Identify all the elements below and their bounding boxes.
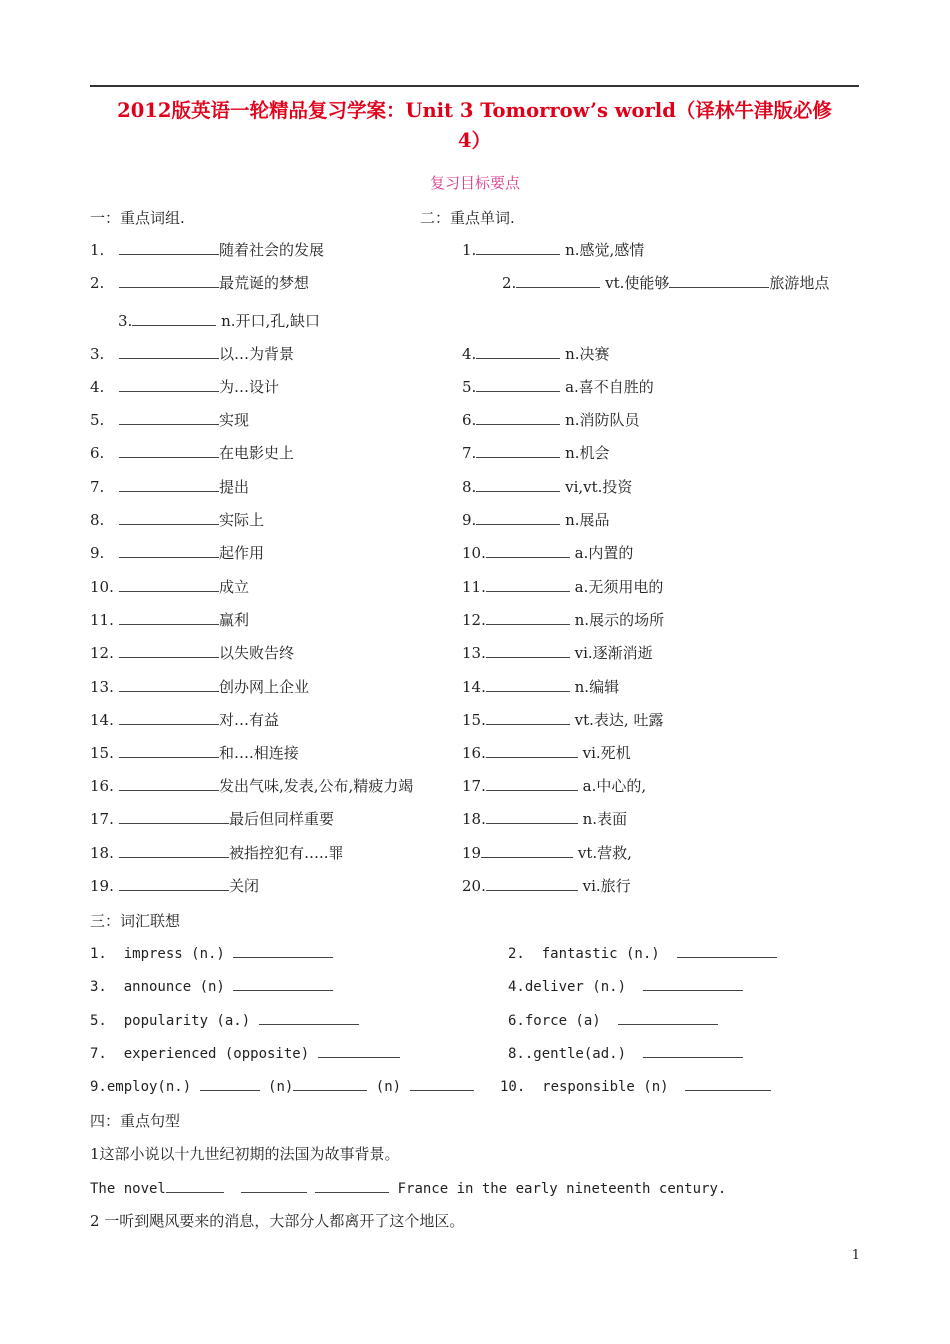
answer-blank[interactable] [486, 710, 570, 725]
phrase-item [90, 876, 259, 895]
section2-heading: 二：重点单词. [420, 209, 515, 227]
item-number: 11. [90, 611, 114, 629]
answer-blank[interactable] [119, 743, 219, 758]
page-subtitle: 复习目标要点 [429, 174, 520, 192]
page-title-line1: 2012版英语一轮精品复习学案：Unit 3 Tomorrow’s world（译林牛津版必修 [117, 99, 832, 122]
item-number: 17. [90, 810, 114, 828]
answer-blank[interactable] [119, 240, 219, 255]
answer-blank[interactable] [486, 776, 578, 791]
phrase-item [90, 677, 309, 696]
item-text: 6.force (a) [508, 1013, 601, 1029]
item-number: 2. [502, 274, 517, 292]
item-number: 7. [90, 478, 105, 496]
phrase-item [90, 610, 249, 629]
item-text: 4.deliver (n.) [508, 979, 627, 995]
item-text: 2. fantastic (n.) [508, 946, 660, 962]
item-number: 5. [90, 411, 105, 429]
item-text: vi.死机 [582, 744, 631, 762]
item-text: n.决赛 [565, 345, 610, 363]
sentence-2-chinese: 2 一听到飓风要来的消息，大部分人都离开了这个地区。 [90, 1212, 465, 1230]
item-text: vi,vt.投资 [565, 478, 633, 496]
answer-blank[interactable] [486, 876, 578, 891]
item-number: 6. [90, 444, 105, 462]
item-number: 16. [90, 777, 114, 795]
answer-blank[interactable] [486, 610, 570, 625]
item-number: 20. [462, 877, 486, 895]
word-item [462, 510, 610, 529]
item-text: n.编辑 [574, 678, 620, 696]
item-number: 17. [462, 777, 486, 795]
answer-blank[interactable] [516, 273, 600, 288]
sentence-1-chinese: 1这部小说以十九世纪初期的法国为故事背景。 [90, 1145, 400, 1163]
item-number: 10. [90, 578, 114, 596]
item-text: 实际上 [219, 511, 265, 529]
association-item [90, 1043, 400, 1063]
phrase-item [90, 344, 294, 363]
answer-blank[interactable] [119, 543, 219, 558]
answer-blank[interactable] [119, 610, 219, 625]
answer-blank[interactable] [643, 1043, 743, 1058]
item-text: a.喜不自胜的 [565, 378, 654, 396]
answer-blank[interactable] [486, 809, 578, 824]
word-item [118, 311, 320, 330]
answer-blank[interactable] [259, 1010, 359, 1025]
item-text: (n) [375, 1079, 402, 1095]
page-rule [90, 85, 859, 87]
item-text: n.展品 [565, 511, 610, 529]
item-text: n.消防队员 [565, 411, 640, 429]
answer-blank[interactable] [476, 344, 560, 359]
item-number: 11. [462, 578, 486, 596]
answer-blank[interactable] [410, 1076, 474, 1091]
item-text: vt.使能够 [605, 274, 670, 292]
item-text: 发出气味,发表,公布,精疲力竭 [219, 777, 414, 795]
item-number: 2. [90, 274, 105, 292]
item-number: 10. [462, 544, 486, 562]
item-number: 4. [90, 378, 105, 396]
item-number: 12. [462, 611, 486, 629]
word-item [462, 610, 664, 629]
item-text: 关闭 [229, 877, 260, 895]
item-text: 成立 [219, 578, 250, 596]
answer-blank[interactable] [476, 377, 560, 392]
item-number: 19 [462, 844, 482, 862]
item-number: 18. [90, 844, 114, 862]
item-number: 1. [90, 241, 105, 259]
association-item [90, 1076, 474, 1096]
item-number: 12. [90, 644, 114, 662]
answer-blank[interactable] [119, 843, 229, 858]
word-item [462, 344, 610, 363]
phrase-item [90, 477, 249, 496]
item-text: vi.旅行 [582, 877, 631, 895]
word-item [462, 643, 653, 662]
sentence-1-start: The novel [90, 1181, 166, 1197]
item-text: n.感觉,感情 [565, 241, 645, 259]
section4-heading: 四：重点句型 [90, 1112, 181, 1130]
answer-blank[interactable] [476, 410, 560, 425]
item-text: 赢利 [219, 611, 250, 629]
item-text: n.机会 [565, 444, 610, 462]
page-title-line2: 4） [457, 129, 492, 152]
answer-blank[interactable] [486, 577, 570, 592]
phrase-item [90, 410, 249, 429]
item-text: 创办网上企业 [219, 678, 310, 696]
item-text: 5. popularity (a.) [90, 1013, 251, 1029]
phrase-item [90, 443, 294, 462]
item-number: 5. [462, 378, 477, 396]
phrase-item [90, 377, 279, 396]
answer-blank[interactable] [476, 240, 560, 255]
item-number: 3. [118, 312, 133, 330]
answer-blank[interactable] [119, 876, 229, 891]
word-item [462, 410, 640, 429]
association-item [500, 1076, 771, 1096]
association-item [508, 1010, 718, 1030]
answer-blank[interactable] [119, 710, 219, 725]
item-text: 起作用 [219, 544, 265, 562]
answer-blank[interactable] [200, 1076, 260, 1091]
word-item [502, 273, 829, 292]
item-number: 19. [90, 877, 114, 895]
item-text: n.展示的场所 [574, 611, 665, 629]
answer-blank[interactable] [119, 410, 219, 425]
phrase-item [90, 543, 264, 562]
item-text: 和….相连接 [219, 744, 299, 762]
answer-blank[interactable] [119, 677, 219, 692]
answer-blank[interactable] [669, 273, 769, 288]
item-number: 7. [462, 444, 477, 462]
answer-blank[interactable] [486, 743, 578, 758]
association-item [508, 976, 743, 996]
item-number: 1. [462, 241, 477, 259]
word-item [462, 843, 632, 862]
item-text: a.内置的 [574, 544, 634, 562]
item-text: 10. responsible (n) [500, 1079, 669, 1095]
answer-blank[interactable] [119, 510, 219, 525]
item-text: a.中心的, [582, 777, 647, 795]
item-text: 实现 [219, 411, 250, 429]
page-title [90, 96, 859, 156]
item-text: 对…有益 [219, 711, 280, 729]
item-text: 提出 [219, 478, 250, 496]
phrase-item [90, 843, 344, 862]
item-text: 以…为背景 [219, 345, 295, 363]
answer-blank[interactable] [293, 1076, 367, 1091]
answer-blank[interactable] [233, 976, 333, 991]
item-number: 18. [462, 810, 486, 828]
item-number: 3. [90, 345, 105, 363]
association-item [90, 943, 333, 963]
item-number: 14. [90, 711, 114, 729]
word-item [462, 377, 654, 396]
word-item [462, 743, 631, 762]
answer-blank[interactable] [677, 943, 777, 958]
section1-heading: 一：重点词组. [90, 209, 185, 227]
item-text: a.无须用电的 [574, 578, 664, 596]
answer-blank[interactable] [119, 273, 219, 288]
word-item [462, 240, 644, 259]
answer-blank[interactable] [476, 443, 560, 458]
phrase-item [90, 776, 413, 795]
item-text: 9.employ(n.) [90, 1079, 192, 1095]
answer-blank[interactable] [132, 311, 216, 326]
phrase-item [90, 743, 299, 762]
word-item [462, 477, 632, 496]
phrase-item [90, 577, 249, 596]
item-text: 最荒诞的梦想 [219, 274, 310, 292]
word-item [462, 710, 663, 729]
item-number: 15. [462, 711, 486, 729]
association-item [90, 1010, 359, 1030]
item-text: 被指控犯有…..罪 [229, 844, 344, 862]
sentence-1-english [90, 1178, 726, 1198]
item-text: (n) [268, 1079, 294, 1095]
word-item [462, 577, 663, 596]
item-number: 15. [90, 744, 114, 762]
answer-blank[interactable] [318, 1043, 400, 1058]
section3-heading: 三：词汇联想 [90, 912, 181, 930]
answer-blank[interactable] [643, 976, 743, 991]
association-item [508, 1043, 743, 1063]
answer-blank[interactable] [486, 677, 570, 692]
item-text: 最后但同样重要 [229, 810, 335, 828]
association-item [90, 976, 333, 996]
answer-blank[interactable] [119, 477, 219, 492]
answer-blank[interactable] [119, 643, 219, 658]
answer-blank[interactable] [481, 843, 573, 858]
item-number: 13. [90, 678, 114, 696]
item-extra-text: 旅游地点 [769, 274, 830, 292]
item-number: 8. [462, 478, 477, 496]
word-item [462, 876, 631, 895]
item-text: 在电影史上 [219, 444, 295, 462]
item-text: vi.逐渐消逝 [574, 644, 653, 662]
item-number: 16. [462, 744, 486, 762]
item-text: 以失败告终 [219, 644, 295, 662]
page-number: 1 [851, 1248, 860, 1263]
phrase-item [90, 510, 264, 529]
answer-blank[interactable] [476, 477, 560, 492]
item-text: 3. announce (n) [90, 979, 225, 995]
phrase-item [90, 240, 324, 259]
item-number: 6. [462, 411, 477, 429]
word-item [462, 776, 646, 795]
word-item [462, 543, 633, 562]
phrase-item [90, 809, 334, 828]
word-item [462, 809, 627, 828]
sentence-1-end: France in the early nineteenth century. [397, 1181, 727, 1197]
phrase-item [90, 643, 294, 662]
item-text: 1. impress (n.) [90, 946, 225, 962]
item-number: 14. [462, 678, 486, 696]
answer-blank[interactable] [486, 643, 570, 658]
item-text: vt.营救, [577, 844, 632, 862]
answer-blank[interactable] [233, 943, 333, 958]
item-text: 为…设计 [219, 378, 280, 396]
answer-blank[interactable] [119, 809, 229, 824]
item-number: 8. [90, 511, 105, 529]
item-text: vt.表达, 吐露 [574, 711, 664, 729]
answer-blank[interactable] [119, 344, 219, 359]
item-text: n.开口,孔,缺口 [221, 312, 321, 330]
answer-blank[interactable] [119, 377, 219, 392]
item-text: n.表面 [582, 810, 628, 828]
association-item [508, 943, 777, 963]
item-number: 9. [90, 544, 105, 562]
item-number: 4. [462, 345, 477, 363]
answer-blank[interactable] [476, 510, 560, 525]
word-item [462, 677, 619, 696]
item-text: 随着社会的发展 [219, 241, 325, 259]
answer-blank[interactable] [685, 1076, 771, 1091]
answer-blank[interactable] [486, 543, 570, 558]
answer-blank[interactable] [119, 577, 219, 592]
item-number: 13. [462, 644, 486, 662]
answer-blank[interactable] [119, 776, 219, 791]
answer-blank[interactable] [119, 443, 219, 458]
answer-blank[interactable] [618, 1010, 718, 1025]
phrase-item [90, 710, 279, 729]
word-item [462, 443, 610, 462]
phrase-item [90, 273, 309, 292]
item-number: 9. [462, 511, 477, 529]
item-text: 8..gentle(ad.) [508, 1046, 627, 1062]
item-text: 7. experienced (opposite) [90, 1046, 310, 1062]
